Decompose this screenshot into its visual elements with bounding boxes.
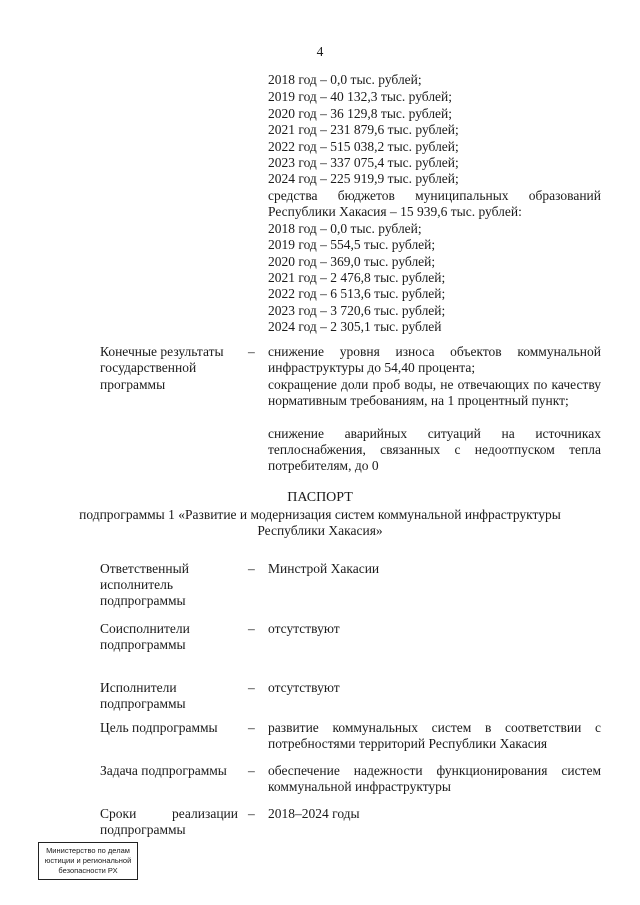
funding-line: 2020 год – 36 129,8 тыс. рублей; (268, 106, 453, 121)
funding-line: 2024 год – 2 305,1 тыс. рублей (268, 319, 442, 334)
municipal-funding-heading (268, 188, 601, 204)
funding-line: 2020 год – 369,0 тыс. рублей; (268, 254, 436, 269)
row-dash: – (248, 720, 255, 735)
results-label-line: Конечные результаты (100, 344, 224, 359)
funding-line: 2024 год – 225 919,9 тыс. рублей; (268, 171, 459, 186)
funding-line: 2022 год – 6 513,6 тыс. рублей; (268, 286, 446, 301)
results-dash: – (248, 344, 255, 359)
row-dash: – (248, 680, 255, 695)
result-item: снижение уровня износа объектов коммунальной инфраструктуры до 54,40 процента; (268, 344, 601, 375)
results-label-line: государственной (100, 360, 197, 375)
stamp-line: Министерство по делам (46, 846, 130, 855)
row-label-line: Ответственный (100, 561, 189, 576)
page-number: 4 (316, 44, 324, 59)
row-label-line: Задача подпрограммы (100, 763, 227, 778)
passport-subtitle: подпрограммы 1 «Развитие и модернизация систем коммунальной инфраструктуры (79, 507, 561, 522)
funding-line: 2019 год – 40 132,3 тыс. рублей; (268, 89, 453, 104)
passport-subtitle: Республики Хакасия» (257, 523, 383, 538)
funding-line: 2021 год – 231 879,6 тыс. рублей; (268, 122, 459, 137)
row-dash: – (248, 806, 255, 821)
funding-line: 2023 год – 337 075,4 тыс. рублей; (268, 155, 459, 170)
row-label-first (100, 806, 238, 822)
row-label-line: Цель подпрограммы (100, 720, 218, 735)
funding-line: 2019 год – 554,5 тыс. рублей; (268, 237, 436, 252)
row-label-word: реализации (172, 806, 238, 821)
row-dash: – (248, 561, 255, 576)
funding-line: 2018 год – 0,0 тыс. рублей; (268, 72, 422, 87)
funding-line: 2022 год – 515 038,2 тыс. рублей; (268, 139, 459, 154)
passport-title: ПАСПОРТ (287, 490, 353, 505)
row-value: обеспечение надежности функционирования систем коммунальной инфраструктуры (268, 763, 601, 794)
heading-word: образований (528, 188, 601, 203)
funding-line: 2023 год – 3 720,6 тыс. рублей; (268, 303, 446, 318)
row-label-line: подпрограммы (100, 593, 186, 608)
heading-word: средства (268, 188, 318, 203)
row-dash: – (248, 621, 255, 636)
row-label-line: Исполнители (100, 680, 177, 695)
row-value: 2018–2024 годы (268, 806, 360, 821)
heading-word: муниципальных (415, 188, 509, 203)
row-label-line: исполнитель (100, 577, 173, 592)
funding-line: 2018 год – 0,0 тыс. рублей; (268, 221, 422, 236)
row-label-line: Соисполнители (100, 621, 190, 636)
row-value: отсутствуют (268, 621, 340, 636)
stamp-line: безопасности РХ (58, 866, 118, 875)
row-label-line: подпрограммы (100, 637, 186, 652)
row-label-line: подпрограммы (100, 696, 186, 711)
row-label-line: подпрограммы (100, 822, 186, 837)
row-dash: – (248, 763, 255, 778)
row-value: развитие коммунальных систем в соответствии с потребностями территорий Республики Хакасия (268, 720, 601, 751)
funding-line: 2021 год – 2 476,8 тыс. рублей; (268, 270, 446, 285)
result-item: сокращение доли проб воды, не отвечающих по качеству нормативным требованиям, на 1 процентный пункт; (268, 377, 601, 408)
results-label-line: программы (100, 377, 166, 392)
municipal-funding-total: Республики Хакасия – 15 939,6 тыс. рублей: (268, 204, 522, 219)
heading-word: бюджетов (337, 188, 395, 203)
row-value: отсутствуют (268, 680, 340, 695)
row-label-word: Сроки (100, 806, 137, 821)
stamp-line: юстиции и региональной (44, 856, 132, 865)
ministry-stamp (38, 842, 138, 880)
result-item: снижение аварийных ситуаций на источниках теплоснабжения, связанных с недоотпуском тепла потребителям, до 0 (268, 426, 601, 473)
row-value: Минстрой Хакасии (268, 561, 380, 576)
